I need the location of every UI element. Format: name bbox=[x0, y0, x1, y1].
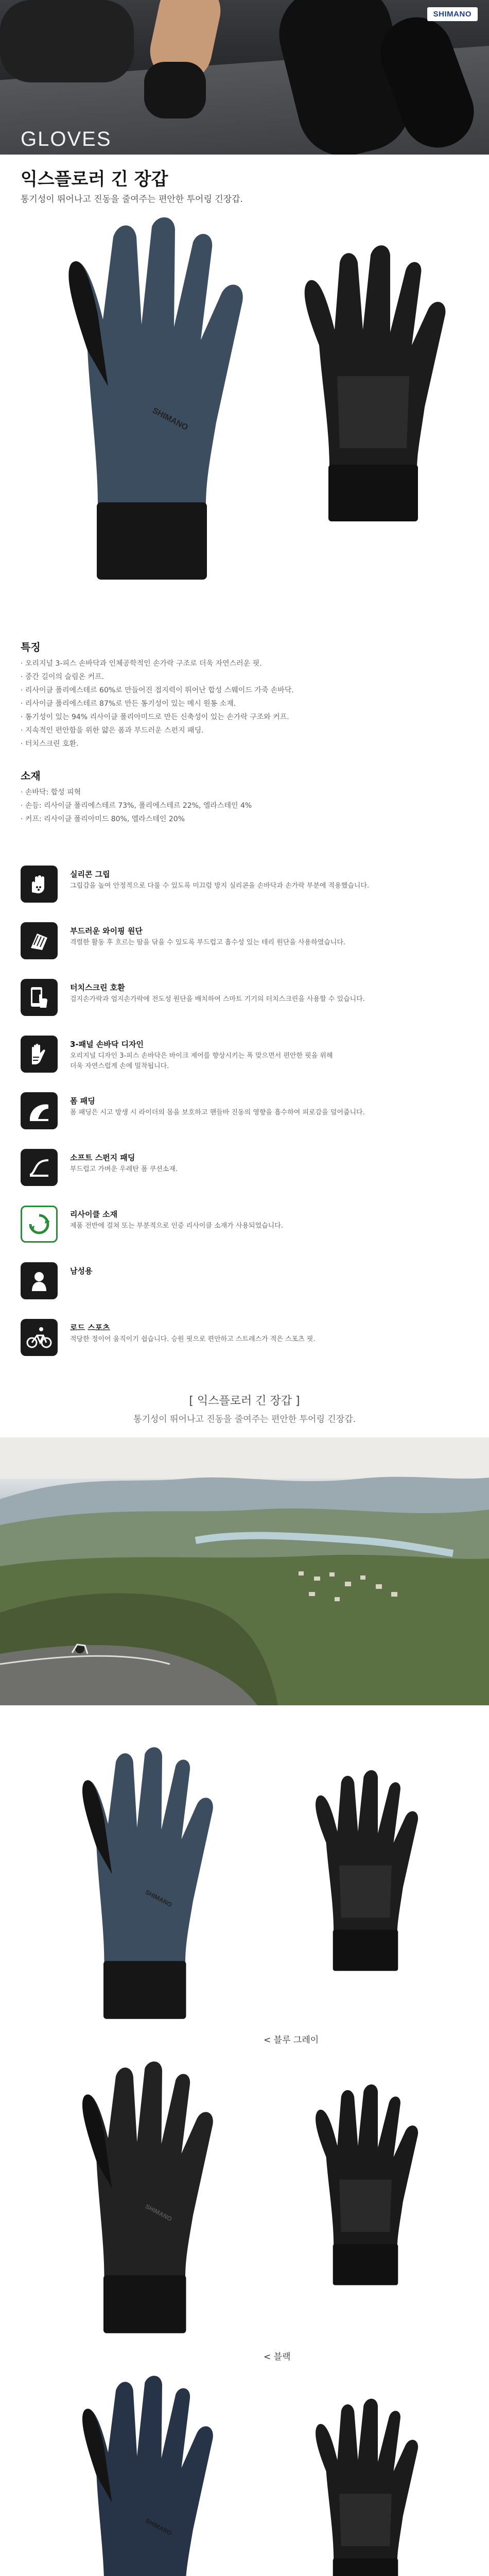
feature-icon-row bbox=[21, 1206, 474, 1245]
icon-title: 3-패널 손바닥 디자인 bbox=[70, 1040, 144, 1049]
color-variant-black-palm bbox=[304, 2081, 427, 2293]
feature-icon-row bbox=[21, 1036, 474, 1075]
icon-title: 리사이클 소재 bbox=[70, 1210, 118, 1219]
glove-back-image bbox=[41, 216, 268, 587]
landscape-photo bbox=[0, 1437, 489, 1705]
soft-sponge-icon bbox=[21, 1149, 58, 1186]
color-label: < 블루 그레이 bbox=[264, 2035, 319, 2045]
feature-item: · 지속적인 편안함을 위한 얇은 폼과 부드러운 스펀지 패딩. bbox=[21, 726, 204, 735]
color-label: < 블랙 bbox=[264, 2352, 291, 2362]
feature-item: · 통기성이 있는 94% 리사이클 폴리아미드로 만든 신축성이 있는 손가락 구조와 커프. bbox=[21, 713, 289, 721]
feature-icon-row bbox=[21, 866, 474, 905]
feature-item: · 오리지널 3-피스 손바닥과 인체공학적인 손가락 구조로 더욱 자연스러운 핏. bbox=[21, 659, 262, 668]
icon-desc: 부드럽고 가벼운 우레탄 폼 쿠션소재. bbox=[70, 1165, 178, 1173]
icon-desc: 폼 패딩은 시고 방생 시 라이더의 몸을 보호하고 핸들바 진동의 영향을 흡수하여 피로감을 덜어줍니다. bbox=[70, 1109, 365, 1116]
wipe-cloth-icon bbox=[21, 922, 58, 959]
color-variant-bluegray-palm bbox=[304, 1767, 427, 1978]
material-item: · 손바닥: 합성 피혁 bbox=[21, 788, 81, 796]
features-heading: 특징 bbox=[21, 641, 41, 653]
icon-title: 남성용 bbox=[70, 1266, 93, 1276]
material-list bbox=[21, 786, 474, 826]
grip-hand-icon bbox=[21, 866, 58, 903]
hero-banner bbox=[0, 0, 489, 155]
shimano-logo: SHIMANO bbox=[427, 7, 478, 21]
palm-design-icon bbox=[21, 1036, 58, 1073]
color-variant-navy-back bbox=[62, 2375, 232, 2576]
icon-title: 터치스크린 호환 bbox=[70, 983, 125, 992]
feature-icon-row bbox=[21, 922, 474, 961]
touchscreen-icon bbox=[21, 979, 58, 1016]
material-heading: 소재 bbox=[21, 770, 41, 782]
recycle-icon bbox=[21, 1206, 58, 1243]
icon-desc: 적당한 정이어 움직이기 쉽습니다. 승원 핏으로 편안하고 스트레스가 적은 스포츠 핏. bbox=[70, 1335, 316, 1343]
feature-icon-row bbox=[21, 979, 474, 1018]
icon-title: 폼 패딩 bbox=[70, 1096, 95, 1106]
feature-icon-row bbox=[21, 1262, 474, 1301]
svg-text:SHIMANO: SHIMANO bbox=[151, 406, 189, 433]
icon-desc: 검지손가락과 엄지손가락에 전도성 원단을 배치하여 스마트 기기의 터치스크린을 사용할 수 있습니다. bbox=[70, 995, 365, 1003]
feature-item: · 중간 길이의 슬림온 커프. bbox=[21, 673, 104, 681]
feature-icon-row bbox=[21, 1092, 474, 1131]
color-variant-navy-palm bbox=[304, 2396, 427, 2576]
icon-title: 실리콘 그립 bbox=[70, 870, 110, 879]
icon-desc: 오리지널 디자인 3-피스 손바닥은 바이크 제어를 향상시키는 폭 맞으면서 편안한 핏을 위해 더욱 자연스럽게 손에 밀착됩니다. bbox=[70, 1052, 333, 1070]
foam-padding-icon bbox=[21, 1092, 58, 1129]
page-title: 익스플로러 긴 장갑 bbox=[21, 169, 168, 190]
glove-palm-image bbox=[288, 242, 458, 531]
caption-title: [ 익스플로러 긴 장갑 ] bbox=[189, 1395, 300, 1408]
feature-icon-row bbox=[21, 1149, 474, 1188]
icon-desc: 그립감을 높여 안정적으로 다룰 수 있도록 미끄럼 방지 실리콘을 손바닥과 손가락 부분에 적용했습니다. bbox=[70, 882, 370, 890]
icon-title: 소프트 스펀지 패딩 bbox=[70, 1153, 135, 1162]
icon-title: 부드러운 와이핑 원단 bbox=[70, 926, 143, 936]
color-variant-bluegray-back bbox=[62, 1747, 232, 2025]
icon-desc: 격렬한 활동 후 흐르는 땀을 닦을 수 있도록 부드럽고 흡수성 있는 테리 원단을 사용하였습니다. bbox=[70, 939, 346, 946]
feature-item: · 리사이클 폴리에스테르 87%로 만든 통기성이 있는 메시 원통 소재. bbox=[21, 700, 236, 708]
feature-item: · 터치스크린 호환. bbox=[21, 740, 79, 748]
color-variant-black-back bbox=[62, 2061, 232, 2339]
icon-title: 로드 스포츠 bbox=[70, 1323, 110, 1332]
feature-item: · 리사이클 폴리에스테르 60%로 만들어진 접지력이 뛰어난 합성 스웨이드 가죽 손바닥. bbox=[21, 686, 294, 694]
svg-text:SHIMANO: SHIMANO bbox=[144, 2517, 173, 2537]
unisex-icon bbox=[21, 1262, 58, 1299]
page-subtitle: 통기성이 뛰어나고 진동을 줄여주는 편안한 투어링 긴장갑. bbox=[21, 194, 243, 205]
svg-text:SHIMANO: SHIMANO bbox=[144, 1888, 173, 1909]
svg-text:SHIMANO: SHIMANO bbox=[144, 2202, 173, 2223]
material-item: · 커프: 리사이클 폴리아미드 80%, 엘라스테인 20% bbox=[21, 815, 185, 823]
category-label: GLOVES bbox=[21, 128, 112, 150]
road-cycling-icon bbox=[21, 1319, 58, 1356]
icon-desc: 제품 전반에 걸쳐 또는 부분적으로 인증 리사이클 소재가 사용되었습니다. bbox=[70, 1222, 283, 1230]
features-list bbox=[21, 657, 474, 751]
caption-subtitle: 통기성이 뛰어나고 진동을 줄여주는 편안한 투어링 긴장갑. bbox=[133, 1414, 356, 1425]
feature-icon-row bbox=[21, 1319, 474, 1358]
material-item: · 손등: 리사이클 폴리에스테르 73%, 폴리에스테르 22%, 엘라스테인 4% bbox=[21, 802, 252, 810]
